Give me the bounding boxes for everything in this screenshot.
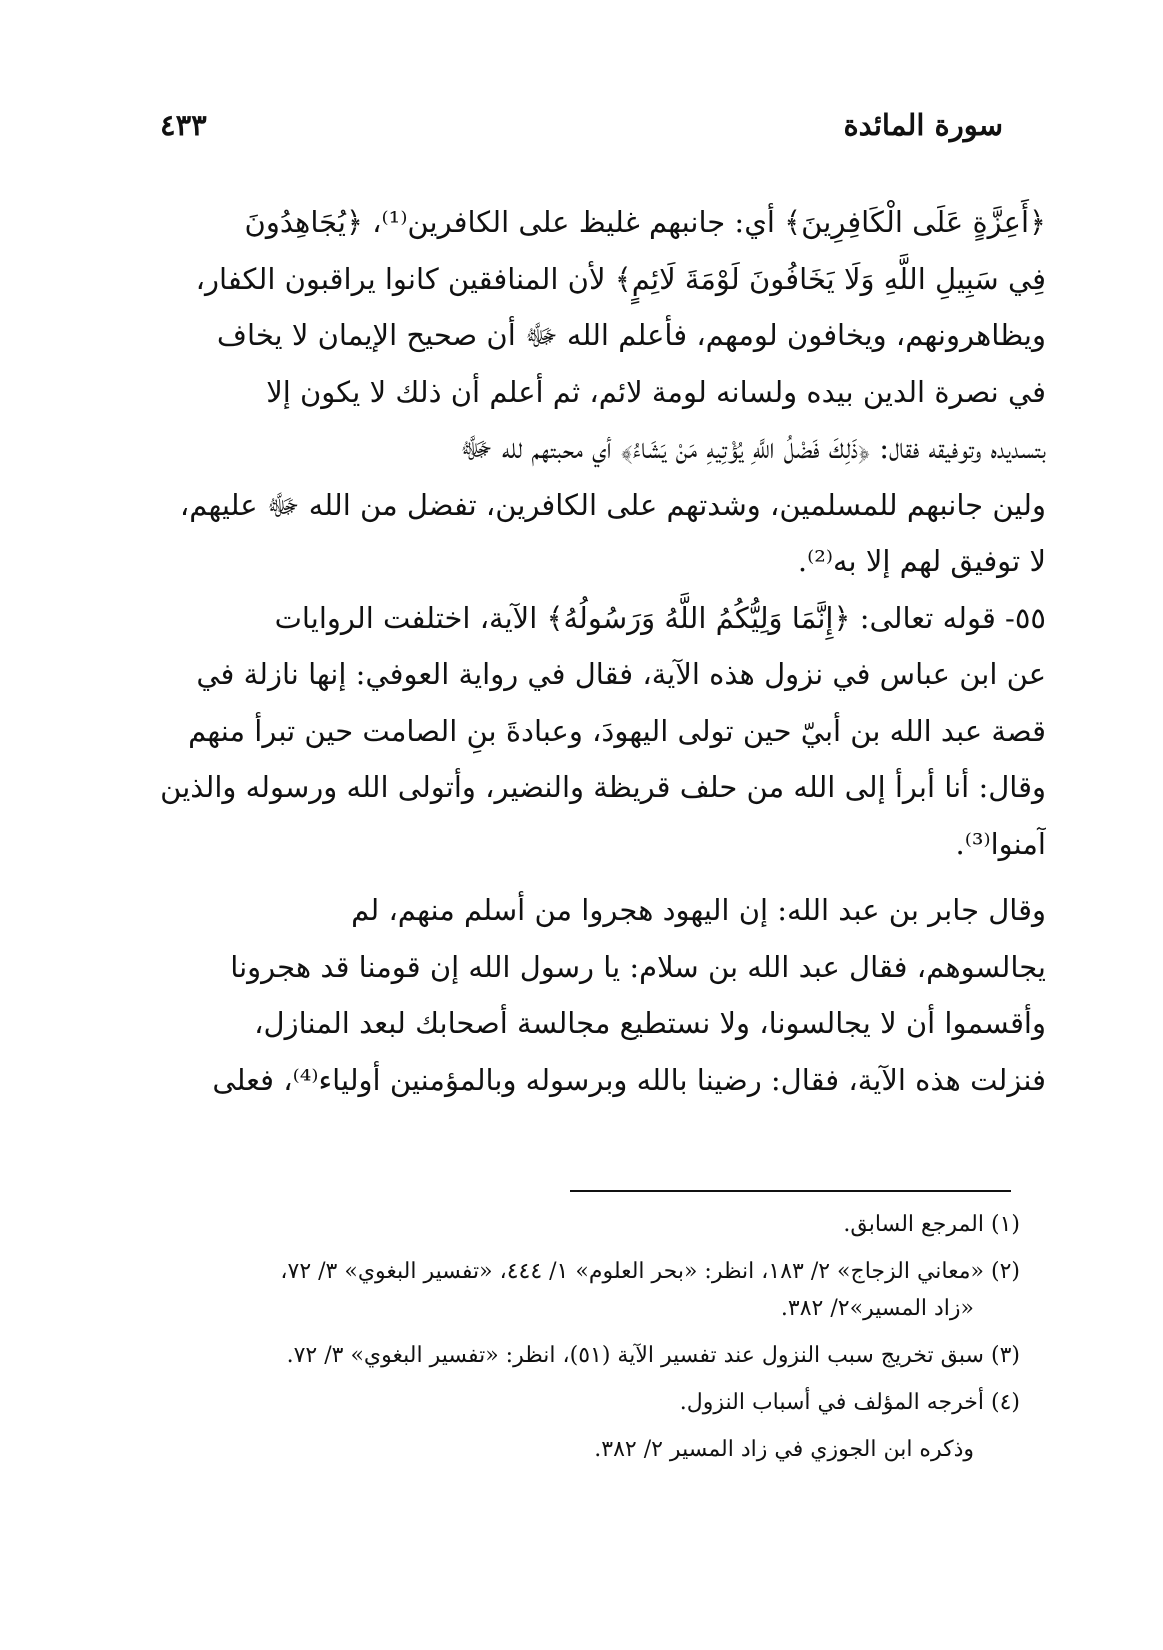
text-line: عن ابن عباس في نزول هذه الآية، فقال في رواية العوفي: إنها نازلة في <box>196 657 1046 691</box>
text-line: ﴿أَعِزَّةٍ عَلَى الْكَافِرِينَ﴾ أي: جانبهم غليظ على الكافرين⁽¹⁾، ﴿يُجَاهِدُونَ <box>244 205 1046 239</box>
footnote-2: (٢) «معاني الزجاج» ٢/ ١٨٣، انظر: «بحر العلوم» ١/ ٤٤٤، «تفسير البغوي» ٣/ ٧٢، <box>280 1259 1020 1284</box>
footnote-1: (١) المرجع السابق. <box>843 1212 1020 1237</box>
footnotes <box>112 1206 1020 1468</box>
text-line: لا توفيق لهم إلا به⁽²⁾. <box>797 544 1046 578</box>
footnote-separator <box>570 1190 1011 1192</box>
text-line: في نصرة الدين بيده ولسانه لومة لائم، ثم أعلم أن ذلك لا يكون إلا <box>266 374 1046 409</box>
footnote-4-continued: وذكره ابن الجوزي في زاد المسير ٢/ ٣٨٢. <box>594 1437 974 1462</box>
text-line: وقال: أنا أبرأ إلى الله من حلف قريظة والنضير، وأتولى الله ورسوله والذين <box>160 770 1046 804</box>
text-line: ويظاهرونهم، ويخافون لومهم، فأعلم الله ﷻ أن صحيح الإيمان لا يخاف <box>216 318 1046 352</box>
text-line: ولين جانبهم للمسلمين، وشدتهم على الكافرين، تفضل من الله ﷻ عليهم، <box>179 487 1046 522</box>
text-line: فنزلت هذه الآية، فقال: رضينا بالله وبرسوله وبالمؤمنين أولياء⁽⁴⁾، فعلى <box>212 1062 1046 1097</box>
text-line: بتسديده وتوفيقه فقال: ﴿ذَلِكَ فَضْلُ اللَّهِ يُؤْتِيهِ مَنْ يَشَاءُ﴾ أي محبتهم لله ﷻ <box>460 431 1046 465</box>
text-line: قصة عبد الله بن أبيّ حين تولى اليهودَ، وعبادةَ بنِ الصامت حين تبرأ منهم <box>188 713 1046 748</box>
footnote-2-continued: «زاد المسير»٢/ ٣٨٢. <box>780 1296 974 1321</box>
text-line: فِي سَبِيلِ اللَّهِ وَلَا يَخَافُونَ لَوْمَةَ لَائِمٍ﴾ لأن المنافقين كانوا يراقبون الكفار، <box>195 261 1046 296</box>
text-line: وأقسموا أن لا يجالسونا، ولا نستطيع مجالسة أصحابك لبعد المنازل، <box>254 1006 1046 1040</box>
page-header <box>160 108 1003 158</box>
footnote-4: (٤) أخرجه المؤلف في أسباب النزول. <box>679 1390 1020 1415</box>
text-line: آمنوا⁽³⁾. <box>955 826 1046 861</box>
text-line: ٥٥- قوله تعالى: ﴿إِنَّمَا وَلِيُّكُمُ اللَّهُ وَرَسُولُهُ﴾ الآية، اختلفت الروايات <box>274 600 1046 635</box>
text-line: يجالسوهم، فقال عبد الله بن سلام: يا رسول الله إن قومنا قد هجرونا <box>230 949 1046 984</box>
footnote-3: (٣) سبق تخريج سبب النزول عند تفسير الآية (٥١)، انظر: «تفسير البغوي» ٣/ ٧٢. <box>286 1343 1020 1368</box>
text-line: وقال جابر بن عبد الله: إن اليهود هجروا من أسلم منهم، لم <box>351 893 1046 927</box>
running-title: سورة المائدة <box>843 108 1003 142</box>
main-text <box>112 194 1046 1102</box>
page-number: ٤٣٣ <box>160 108 207 142</box>
